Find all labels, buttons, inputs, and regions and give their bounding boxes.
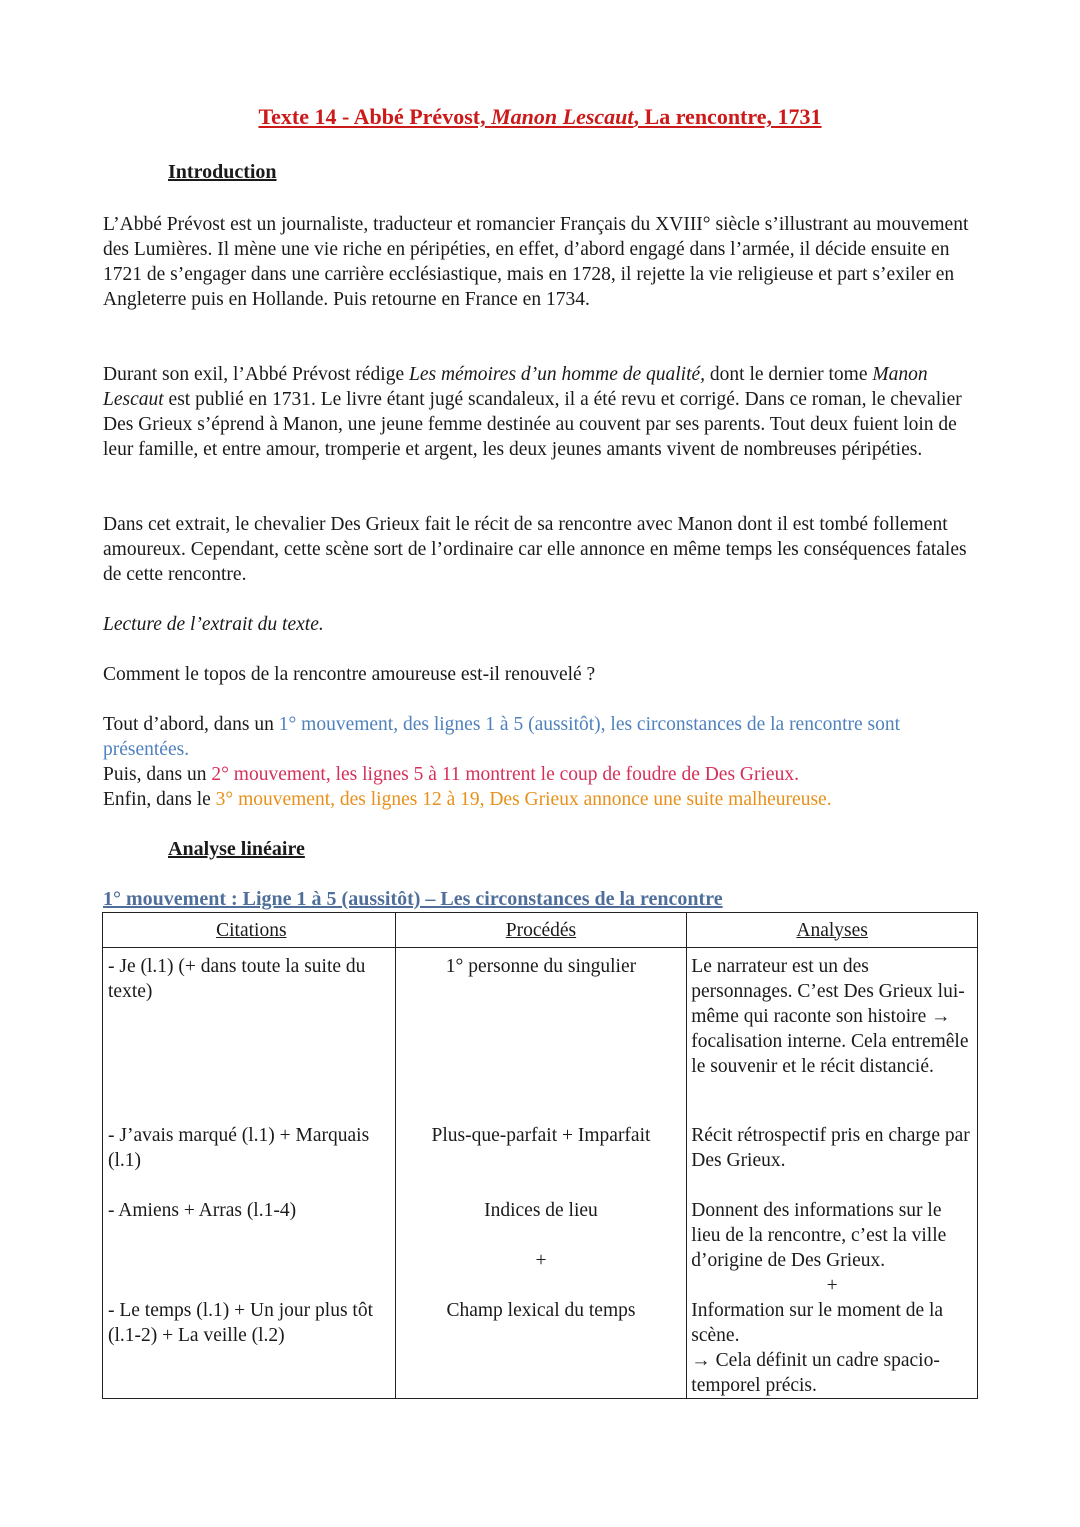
analyse-plus: + xyxy=(826,1275,838,1296)
procede-cell xyxy=(395,1198,687,1298)
movement-2-line: Puis, dans un 2° mouvement, les lignes 5 à 11 montrent le coup de foudre de Des Grieux. xyxy=(103,764,799,785)
movements-plan xyxy=(103,712,983,812)
table-header-row xyxy=(103,913,978,948)
citation-cell: - J’avais marqué (l.1) + Marquais (l.1) xyxy=(103,1123,396,1198)
procede-cell: Champ lexical du temps xyxy=(395,1298,687,1399)
citation-cell: - Le temps (l.1) + Un jour plus tôt (l.1-2) + La veille (l.2) xyxy=(103,1298,396,1399)
header-procedes: Procédés xyxy=(395,913,687,948)
movement-1-line: Tout d’abord, dans un 1° mouvement, des lignes 1 à 5 (aussitôt), les circonstances de la rencontre sont présentées. xyxy=(103,714,901,760)
intro-heading: Introduction xyxy=(168,161,277,183)
analyse-text: Information sur le moment de la scène. xyxy=(691,1300,944,1346)
analyse-cell: Récit rétrospectif pris en charge par Des Grieux. xyxy=(687,1123,978,1198)
reading-note: Lecture de l’extrait du texte. xyxy=(103,614,324,635)
document-title: Texte 14 - Abbé Prévost, Manon Lescaut, La rencontre, 1731 xyxy=(258,104,822,129)
header-citations: Citations xyxy=(103,913,396,948)
analyse-text: Donnent des informations sur le lieu de la rencontre, c’est la ville d’origine de Des Grieux. xyxy=(691,1200,947,1271)
citation-cell: - Amiens + Arras (l.1-4) xyxy=(103,1198,396,1298)
analysis-table xyxy=(102,912,978,1399)
header-analyses: Analyses xyxy=(687,913,978,948)
table-row xyxy=(103,1123,978,1198)
intro-paragraph-1: L’Abbé Prévost est un journaliste, traducteur et romancier Français du XVIII° siècle s’illustrant au mouvement des Lumières. Il mène une vie riche en péripéties, en effet, d’abord engagé dans l’armée, il décide ensuite en 1721 de s’engager dans une carrière ecclésiastique, mais en 1728, il rejette la vie religieuse et part s’exiler en Angleterre puis en Hollande. Puis retourne en France en 1734. xyxy=(103,214,969,310)
analysis-heading: Analyse linéaire xyxy=(168,838,305,860)
intro-paragraph-3: Dans cet extrait, le chevalier Des Grieux fait le récit de sa rencontre avec Manon dont il est tombé follement amoureux. Cependant, cette scène sort de l’ordinaire car elle annonce en même temps les conséquences fatales de cette rencontre. xyxy=(103,514,967,585)
problematic-question: Comment le topos de la rencontre amoureuse est-il renouvelé ? xyxy=(103,664,596,685)
movement-1-title: 1° mouvement : Ligne 1 à 5 (aussitôt) – Les circonstances de la rencontre xyxy=(103,888,723,910)
procede-cell: Plus-que-parfait + Imparfait xyxy=(395,1123,687,1198)
procede-text: Indices de lieu xyxy=(484,1200,598,1221)
citation-cell: - Je (l.1) (+ dans toute la suite du texte) xyxy=(103,948,396,1124)
movement-3-line: Enfin, dans le 3° mouvement, des lignes 12 à 19, Des Grieux annonce une suite malheureuse. xyxy=(103,789,832,810)
table-row xyxy=(103,1298,978,1399)
analyse-cell: Le narrateur est un des personnages. C’est Des Grieux lui-même qui raconte son histoire → focalisation interne. Cela entremêle le souvenir et le récit distancié. xyxy=(687,948,978,1124)
analyse-conclusion: → Cela définit un cadre spacio-temporel précis. xyxy=(691,1350,940,1396)
procede-cell: 1° personne du singulier xyxy=(395,948,687,1124)
analyse-cell xyxy=(687,1198,978,1298)
intro-paragraph-2: Durant son exil, l’Abbé Prévost rédige Les mémoires d’un homme de qualité, dont le dernier tome Manon Lescaut est publié en 1731. Le livre étant jugé scandaleux, il a été revu et corrigé. Dans ce roman, le chevalier Des Grieux s’éprend à Manon, une jeune femme destinée au couvent par ses parents. Tout deux fuient loin de leur famille, et entre amour, tromperie et argent, les deux jeunes amants vivent de nombreuses péripéties. xyxy=(103,364,962,460)
table-row xyxy=(103,948,978,1124)
table-row xyxy=(103,1198,978,1298)
analyse-cell xyxy=(687,1298,978,1399)
procede-plus: + xyxy=(535,1250,547,1271)
